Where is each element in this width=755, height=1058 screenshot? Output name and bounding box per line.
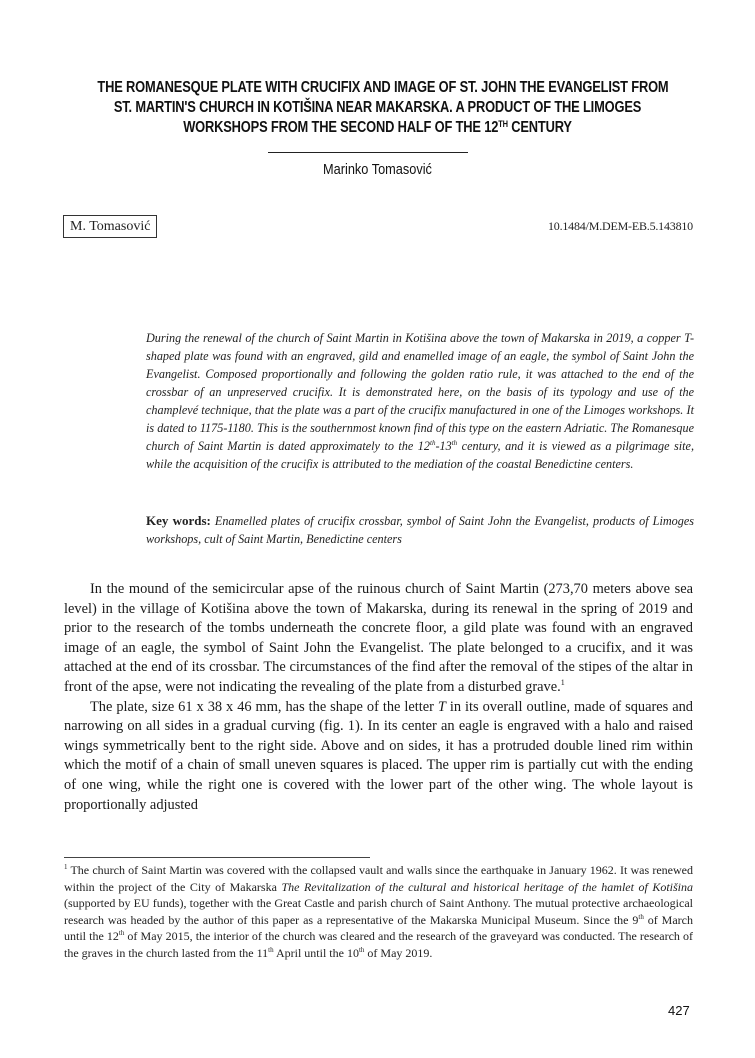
page-number: 427 (668, 1003, 690, 1018)
article-title (97, 78, 669, 138)
keywords (146, 512, 694, 548)
keywords-text: Enamelled plates of crucifix crossbar, symbol of Saint John the Evangelist, products of Limoges workshops, cult of Saint Martin, Benedictine centers (146, 514, 694, 546)
abstract: During the renewal of the church of Saint Martin in Kotišina above the town of Makarska in 2019, a copper T-shaped plate was found with an engraved, gild and enamelled image of an eagle, the symbol of Saint John the Evangelist. Composed proportionally and following the golden ratio rule, it was attached to the end of the crossbar of an unpreserved crucifix. It is demonstrated here, on the basis of its typology and use of the champlevé technique, that the plate was a part of the crucifix manufactured in one of the Limoges workshops. It is dated to 1175-1180. This is the southernmost known find of this type on the eastern Adriatic. The Romanesque church of Saint Martin is dated approximately to the 12th-13th century, and it is viewed as a pilgrimage site, while the acquisition of the crucifix is attributed to the mediation of the coastal Benedictine centers. (146, 331, 694, 471)
title-line-2: ST. MARTIN'S CHURCH IN KOTIŠINA NEAR MAKARSKA. A PRODUCT OF THE LIMOGES (113, 99, 642, 116)
title-divider (268, 152, 468, 153)
title-line-3: WORKSHOPS FROM THE SECOND HALF OF THE 12TH CENTURY (183, 119, 572, 136)
title-line-1: THE ROMANESQUE PLATE WITH CRUCIFIX AND IMAGE OF ST. JOHN THE EVANGELIST FROM (97, 79, 669, 96)
footnote-1: $^1$ The church of Saint Martin was covered with the collapsed vault and walls since the earthquake in January 1962. It was renewed within the project of the City of Makarska The Revitalization of the cultural and historical heritage of the hamlet of Kotišina (supported by EU funds), together with the Great Castle and parish church of Saint Anthony. The mutual protective archaeological research was headed by the author of this paper as a representative of the Makarska Municipal Museum. Since the 9th of March until the 12th of May 2015, the interior of the church was cleared and the research of the graveyard was conducted. The research of the graves in the church lasted from the 11th April until the 10th of May 2019. (64, 863, 693, 960)
paragraph-1: In the mound of the semicircular apse of the ruinous church of Saint Martin (273,70 meters above sea level) in the village of Kotišina above the town of Makarska, during its renewal in the spring of 2019 and prior to the research of the tombs underneath the concrete floor, a gild plate was found with an engraved image of an eagle, the symbol of Saint John the Evangelist. The plate belonged to a crucifix, and it was attached at the end of its crossbar. The circumstances of the find after the removal of the stipes of the altar in front of the apse, were not indicating the revealing of the plate from a disturbed grave.$^1$ (64, 581, 693, 695)
footnote-ref-1[interactable]: 1 (560, 677, 565, 687)
running-author-box: M. Tomasović (63, 215, 157, 238)
author-name: Marinko Tomasović (323, 161, 432, 178)
doi: 10.1484/M.DEM-EB.5.143810 (547, 219, 693, 233)
footnote-divider (64, 857, 370, 858)
body-text (64, 580, 693, 815)
paragraph-2: The plate, size 61 x 38 x 46 mm, has the shape of the letter T in its overall outline, made of squares and narrowing on all sides in a gradual curving (fig. 1). In its center an eagle is engraved with a halo and raised wings symmetrically bent to the right side. Above and on sides, it has a protruded double lined rim within which the motif of a chain of small uneven squares is placed. The upper rim is partially cut with the ending of one wing, while the right one is covered with the lower part of the other wing. The whole layout is proportionally adjusted (64, 698, 693, 813)
keywords-label: Key words: (146, 513, 211, 528)
footnote-mark: 1 (64, 863, 68, 871)
